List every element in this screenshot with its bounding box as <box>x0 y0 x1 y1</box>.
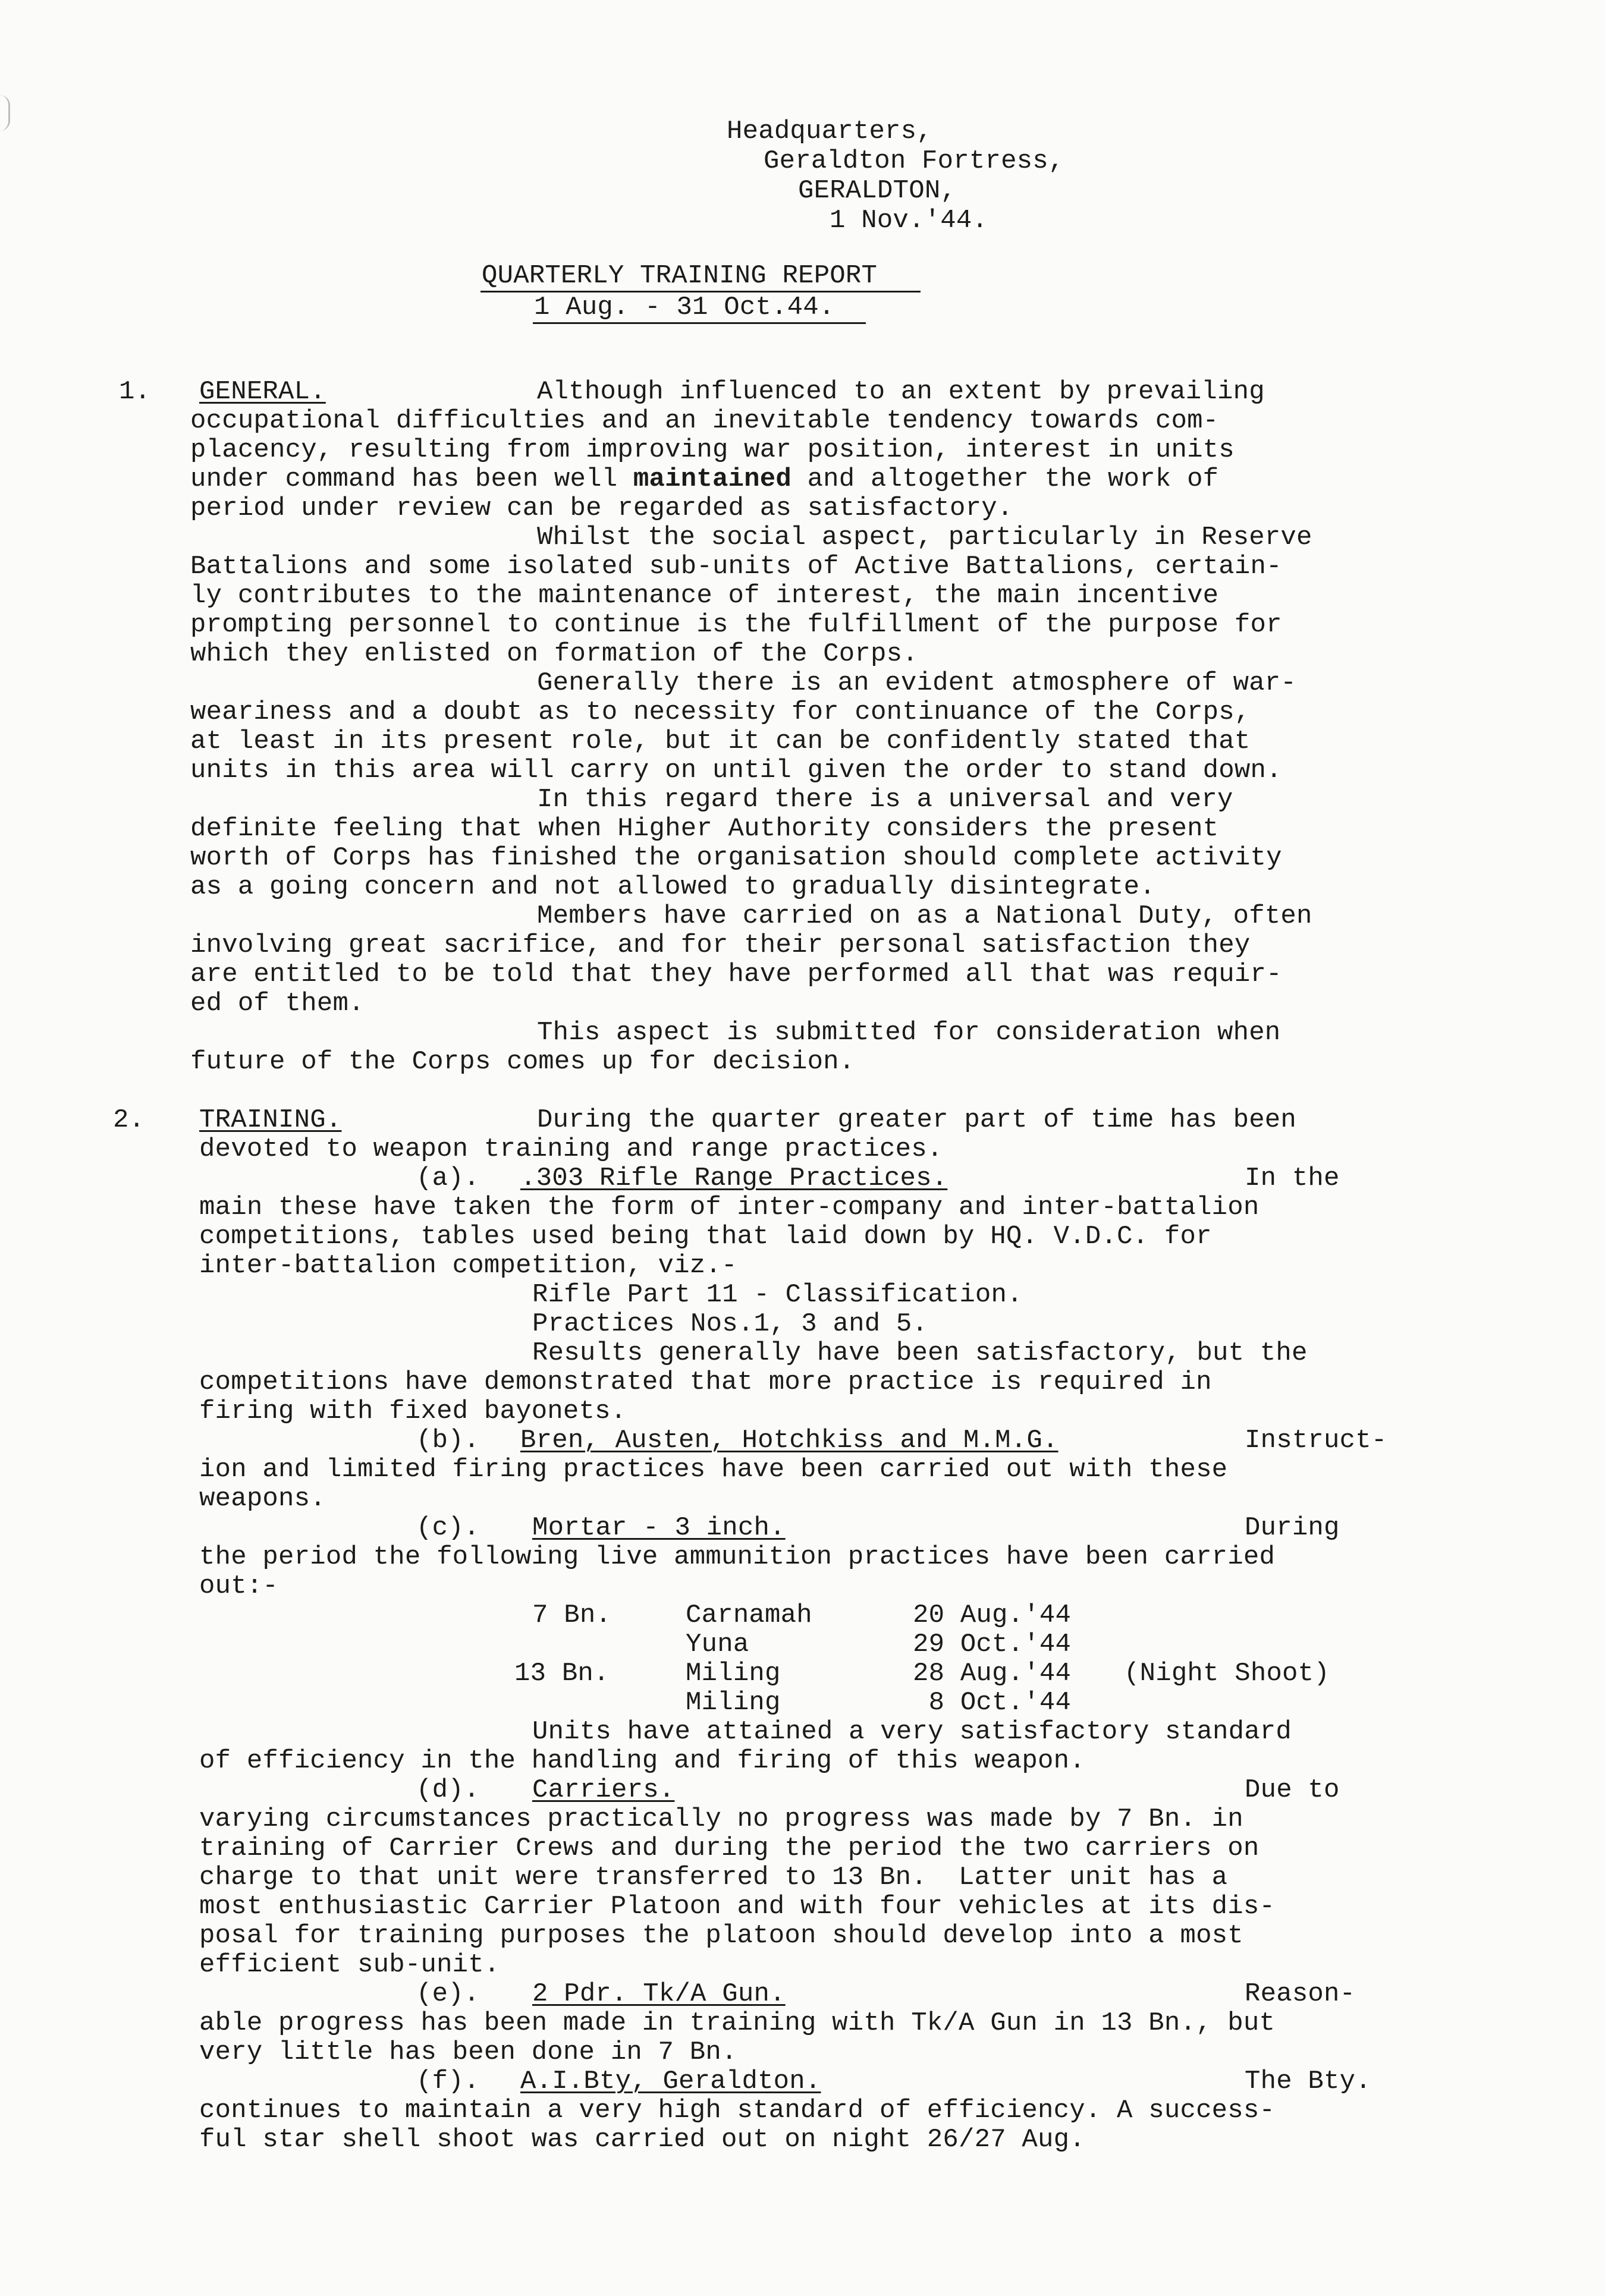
subsection-e-heading: 2 Pdr. Tk/A Gun. <box>532 1979 786 2009</box>
subsection-d-line: varying circumstances practically no progress was made by 7 Bn. in <box>199 1804 1243 1834</box>
section-1-heading: GENERAL. <box>199 377 326 407</box>
subsection-e-label: (e). <box>416 1979 480 2009</box>
practice-unit: 13 Bn. <box>514 1659 610 1688</box>
s1-p4-line: as a going concern and not allowed to gradually disintegrate. <box>190 872 1155 902</box>
period-underline <box>533 322 866 324</box>
subsection-a-heading: .303 Rifle Range Practices. <box>520 1163 948 1193</box>
subsection-f-lead: The Bty. <box>1245 2067 1371 2096</box>
s1-p2-line: which they enlisted on formation of the Corps. <box>190 639 918 669</box>
subsection-d-lead: Due to <box>1245 1775 1340 1805</box>
practice-unit: 7 Bn. <box>532 1600 612 1630</box>
subsection-d-line: training of Carrier Crews and during the period the two carriers on <box>199 1833 1259 1863</box>
s1-p1-line: placency, resulting from improving war position, interest in units <box>190 435 1235 465</box>
report-title: QUARTERLY TRAINING REPORT <box>482 261 878 291</box>
practice-date: 29 Oct.'44 <box>913 1630 1072 1659</box>
subsection-e-lead: Reason- <box>1245 1979 1356 2009</box>
subsection-b-lead: Instruct- <box>1245 1426 1387 1455</box>
s1-p4-line: worth of Corps has finished the organisation should complete activity <box>190 843 1282 873</box>
subsection-b-heading: Bren, Austen, Hotchkiss and M.M.G. <box>520 1426 1059 1455</box>
subsection-a-line: Rifle Part 11 - Classification. <box>532 1280 1023 1310</box>
subsection-c-label: (c). <box>416 1513 480 1543</box>
s2-intro-line: devoted to weapon training and range practices. <box>199 1134 943 1164</box>
subsection-a-line: Results generally have been satisfactory, but the <box>532 1338 1308 1368</box>
subsection-d-line: charge to that unit were transferred to 13 Bn. Latter unit has a <box>199 1863 1228 1892</box>
subsection-a-lead: In the <box>1245 1163 1340 1193</box>
subsection-b-line: weapons. <box>199 1484 326 1514</box>
s1-p4-line: definite feeling that when Higher Authority considers the present <box>190 814 1219 844</box>
s1-p3-line: at least in its present role, but it can be confidently stated that <box>190 726 1251 756</box>
section-2-number: 2. <box>113 1105 145 1135</box>
subsection-a-line: competitions, tables used being that laid down by HQ. V.D.C. for <box>199 1222 1212 1251</box>
subsection-e-line: very little has been done in 7 Bn. <box>199 2037 737 2067</box>
subsection-d-line: most enthusiastic Carrier Platoon and with four vehicles at its dis- <box>199 1892 1276 1921</box>
subsection-d-label: (d). <box>416 1775 480 1805</box>
s1-p6-line: future of the Corps comes up for decision. <box>190 1047 855 1077</box>
s1-p1-line <box>190 465 1218 494</box>
header-line-3: GERALDTON, <box>798 176 957 206</box>
report-period: 1 Aug. - 31 Oct.44. <box>534 292 835 322</box>
practice-place: Miling <box>686 1659 781 1688</box>
practice-place: Yuna <box>686 1630 749 1659</box>
s1-p3-line: units in this area will carry on until given the order to stand down. <box>190 756 1282 785</box>
s1-p1-line: period under review can be regarded as satisfactory. <box>190 493 1013 523</box>
subsection-a-line: firing with fixed bayonets. <box>199 1397 627 1426</box>
practice-place: Miling <box>686 1688 781 1718</box>
subsection-c-lead: During <box>1245 1513 1340 1543</box>
subsection-d-heading: Carriers. <box>532 1775 675 1805</box>
s1-p1-text: under command has been well <box>190 464 633 494</box>
subsection-c-line: Units have attained a very satisfactory standard <box>532 1717 1292 1747</box>
subsection-d-line: efficient sub-unit. <box>199 1950 500 1980</box>
s1-p2-line: Battalions and some isolated sub-units of Active Battalions, certain- <box>190 552 1282 581</box>
s1-p5-line: involving great sacrifice, and for their personal satisfaction they <box>190 930 1251 960</box>
subsection-a-label: (a). <box>416 1163 480 1193</box>
subsection-f-label: (f). <box>416 2067 480 2096</box>
practice-date: 20 Aug.'44 <box>913 1600 1072 1630</box>
practice-date: 8 Oct.'44 <box>913 1688 1072 1718</box>
s1-p2-line: ly contributes to the maintenance of interest, the main incentive <box>190 581 1219 611</box>
s1-p1-emphasis: maintained <box>633 464 791 494</box>
subsection-a-line: Practices Nos.1, 3 and 5. <box>532 1309 928 1339</box>
header-line-1: Headquarters, <box>727 117 932 146</box>
s1-p2-line: prompting personnel to continue is the fulfillment of the purpose for <box>190 610 1282 640</box>
subsection-a-line: inter-battalion competition, viz.- <box>199 1251 737 1281</box>
s1-p2-line: Whilst the social aspect, particularly in Reserve <box>537 523 1312 552</box>
subsection-b-label: (b). <box>416 1426 480 1455</box>
s1-p5-line: Members have carried on as a National Duty, often <box>537 901 1312 931</box>
s1-p1-text: and altogether the work of <box>791 464 1219 494</box>
subsection-d-line: posal for training purposes the platoon should develop into a most <box>199 1921 1243 1951</box>
s1-p5-line: are entitled to be told that they have performed all that was requir- <box>190 960 1282 989</box>
practice-place: Carnamah <box>686 1600 812 1630</box>
s1-p4-line: In this regard there is a universal and very <box>537 785 1233 814</box>
s1-p3-line: weariness and a doubt as to necessity for continuance of the Corps, <box>190 697 1251 727</box>
subsection-c-line: the period the following live ammunition practices have been carried <box>199 1542 1276 1572</box>
section-1-number: 1. <box>119 377 151 407</box>
subsection-a-line: main these have taken the form of inter-company and inter-battalion <box>199 1193 1259 1222</box>
s1-p3-line: Generally there is an evident atmosphere of war- <box>537 668 1297 698</box>
subsection-a-line: competitions have demonstrated that more practice is required in <box>199 1367 1212 1397</box>
subsection-b-line: ion and limited firing practices have been carried out with these <box>199 1455 1228 1484</box>
s1-p5-line: ed of them. <box>190 989 365 1018</box>
subsection-c-heading: Mortar - 3 inch. <box>532 1513 786 1543</box>
s2-intro-line: During the quarter greater part of time has been <box>537 1105 1297 1135</box>
header-line-2: Geraldton Fortress, <box>764 146 1064 176</box>
header-date: 1 Nov.'44. <box>830 206 988 235</box>
s1-p6-line: This aspect is submitted for consideration when <box>537 1018 1281 1048</box>
subsection-f-line: ful star shell shoot was carried out on night 26/27 Aug. <box>199 2125 1085 2155</box>
punch-hole-mark <box>0 95 10 131</box>
subsection-c-line: of efficiency in the handling and firing of this weapon. <box>199 1746 1085 1776</box>
subsection-e-line: able progress has been made in training with Tk/A Gun in 13 Bn., but <box>199 2008 1276 2038</box>
subsection-c-line: out:- <box>199 1571 279 1601</box>
practice-date: 28 Aug.'44 <box>913 1659 1072 1688</box>
s1-p1-line: Although influenced to an extent by prevailing <box>537 377 1265 407</box>
subsection-f-line: continues to maintain a very high standard of efficiency. A success- <box>199 2096 1276 2125</box>
s1-p1-line: occupational difficulties and an inevitable tendency towards com- <box>190 406 1219 436</box>
subsection-f-heading: A.I.Bty, Geraldton. <box>520 2067 821 2096</box>
practice-note: (Night Shoot) <box>1124 1659 1330 1688</box>
section-2-heading: TRAINING. <box>199 1105 342 1135</box>
